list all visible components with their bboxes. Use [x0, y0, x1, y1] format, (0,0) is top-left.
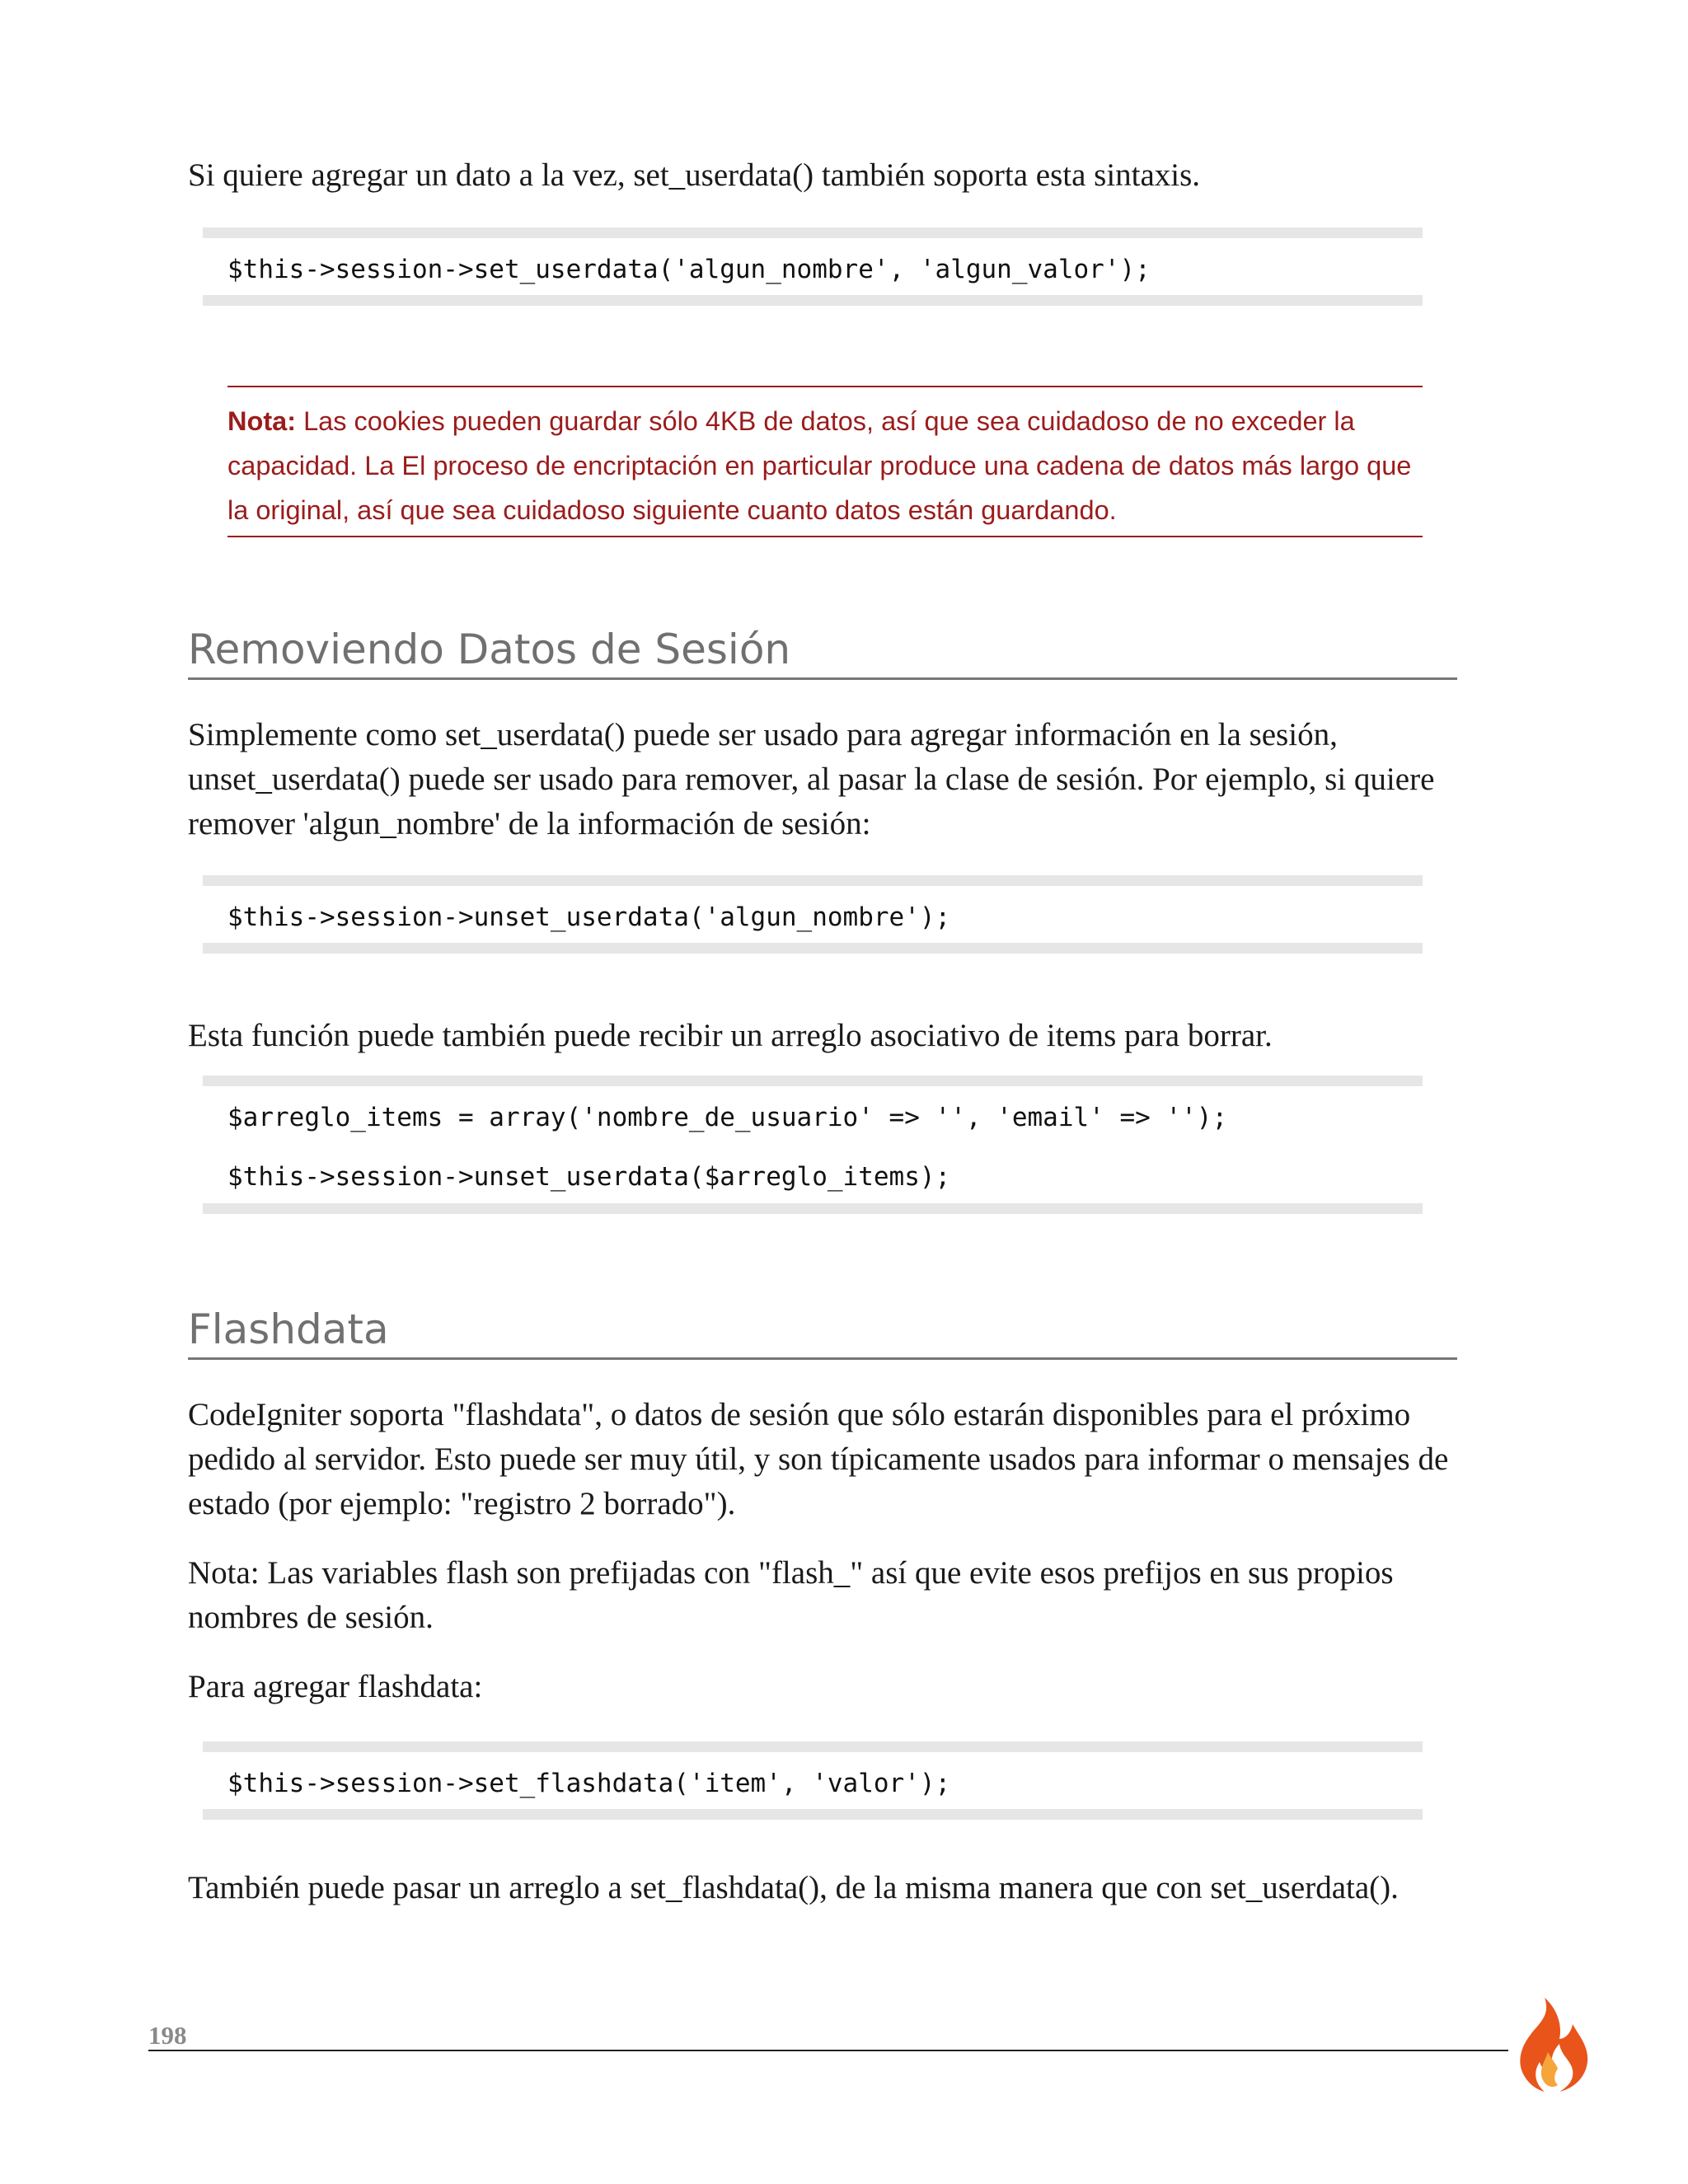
code-line: $this->session->unset_userdata($arreglo_items);	[227, 1162, 951, 1192]
code-line: $arreglo_items = array('nombre_de_usuario' => '', 'email' => '');	[227, 1103, 1228, 1132]
section-title-remove: Removiendo Datos de Sesión	[188, 626, 791, 673]
page-number: 198	[148, 2021, 187, 2050]
note-label: Nota:	[227, 406, 297, 436]
note-body: Las cookies pueden guardar sólo 4KB de datos, así que sea cuidadoso de no exceder la capacidad. La El proceso de encriptación en particular produce una cadena de datos más largo que la original, así que sea cuidadoso siguiente cuanto datos están guardando.	[227, 406, 1412, 525]
intro-paragraph: Si quiere agregar un dato a la vez, set_userdata() también soporta esta sintaxis.	[188, 157, 1201, 193]
code-line: $this->session->unset_userdata('algun_nombre');	[227, 902, 951, 932]
note-text	[227, 399, 1423, 532]
codeigniter-flame-icon	[1502, 1994, 1592, 2093]
section-title-flashdata: Flashdata	[188, 1305, 389, 1353]
code-block-unset-array	[203, 1076, 1423, 1214]
note-box	[227, 386, 1423, 537]
code-line: $this->session->set_userdata('algun_nombre', 'algun_valor');	[227, 255, 1151, 284]
array-paragraph: Esta función puede también puede recibir un arreglo asociativo de items para borrar.	[188, 1018, 1273, 1053]
section-heading-flashdata	[188, 1306, 1457, 1360]
code-block-set-flashdata	[203, 1741, 1423, 1820]
flash-paragraph-4: También puede pasar un arreglo a set_flashdata(), de la misma manera que con set_userdata().	[188, 1870, 1399, 1905]
code-block-set-userdata	[203, 227, 1423, 306]
flash-paragraph-1: CodeIgniter soporta "flashdata", o datos de sesión que sólo estarán disponibles para el próximo pedido al servidor. Esto puede ser muy útil, y son típicamente usados para informar o mensajes de estado (por ejemplo: "registro 2 borrado").	[188, 1397, 1449, 1521]
flash-paragraph-2: Nota: Las variables flash son prefijadas con "flash_" así que evite esos prefijos en sus propios nombres de sesión.	[188, 1555, 1394, 1635]
section-heading-remove	[188, 626, 1457, 680]
flash-paragraph-3: Para agregar flashdata:	[188, 1669, 483, 1704]
code-line: $this->session->set_flashdata('item', 'valor');	[227, 1769, 951, 1798]
remove-paragraph: Simplemente como set_userdata() puede ser usado para agregar información en la sesión, unset_userdata() puede ser usado para remover, al pasar la clase de sesión. Por ejemplo, si quiere remover 'algun_nombre' de la información de sesión:	[188, 717, 1435, 841]
code-block-unset-userdata	[203, 875, 1423, 954]
footer-rule	[148, 2050, 1508, 2051]
